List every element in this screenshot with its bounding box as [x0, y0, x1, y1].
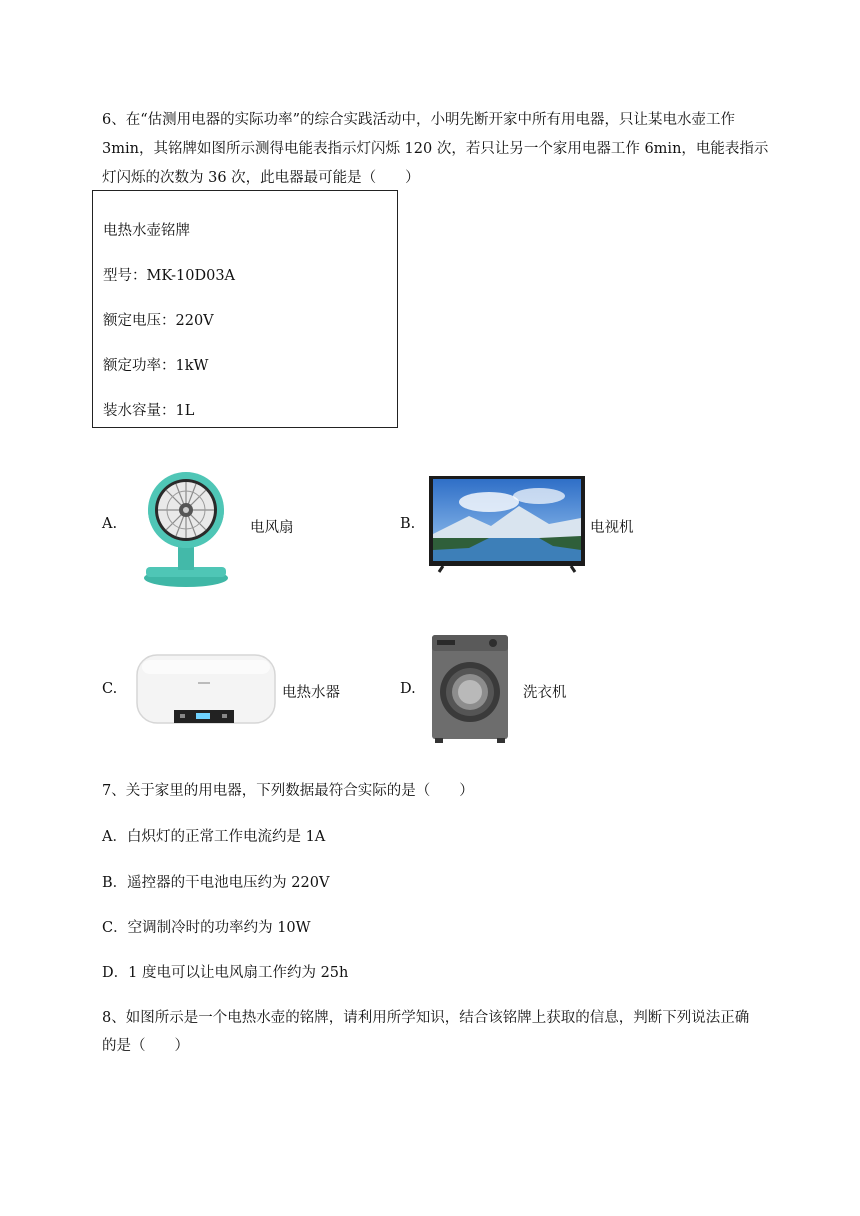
option-a-name: 电风扇 [250, 520, 294, 536]
q8-stem-line-2: 的是（ ） [102, 1038, 189, 1054]
q6-stem-line-2: 3min，其铭牌如图所示测得电能表指示灯闪烁 120 次，若只让另一个家用电器工作 6min，电能表指示 [102, 141, 769, 157]
nameplate-voltage: 额定电压：220V [103, 313, 214, 329]
kettle-nameplate-box [92, 190, 398, 428]
washing-machine-image [431, 634, 509, 744]
q7-option-c: C．空调制冷时的功率约为 10W [102, 920, 311, 936]
option-c-name: 电热水器 [282, 685, 340, 701]
electric-fan-image [138, 466, 234, 588]
television-image [429, 476, 585, 572]
option-b-name: 电视机 [590, 520, 634, 536]
q8-stem-line-1: 8、如图所示是一个电热水壶的铭牌，请利用所学知识，结合该铭牌上获取的信息，判断下列说法正确 [102, 1010, 750, 1026]
option-d-letter: D. [400, 681, 416, 697]
q7-option-a: A．白炽灯的正常工作电流约是 1A [102, 829, 326, 845]
q7-option-d: D．1 度电可以让电风扇工作约为 25h [102, 965, 349, 981]
nameplate-capacity: 装水容量：1L [103, 403, 195, 419]
nameplate-title: 电热水壶铭牌 [103, 223, 190, 239]
q7-stem: 7、关于家里的用电器，下列数据最符合实际的是（ ） [102, 783, 474, 799]
q6-stem-line-3: 灯闪烁的次数为 36 次，此电器最可能是（ ） [102, 170, 420, 186]
water-heater-image [136, 654, 276, 726]
q7-option-b: B．遥控器的干电池电压约为 220V [102, 875, 330, 891]
option-a-letter: A. [102, 516, 118, 532]
q6-stem-line-1: 6、在“估测用电器的实际功率”的综合实践活动中，小明先断开家中所有用电器，只让某电水壶工作 [102, 112, 736, 128]
option-d-name: 洗衣机 [523, 685, 567, 701]
option-b-letter: B. [400, 516, 416, 532]
nameplate-model: 型号：MK-10D03A [103, 268, 236, 284]
option-c-letter: C. [102, 681, 118, 697]
nameplate-power: 额定功率：1kW [103, 358, 209, 374]
